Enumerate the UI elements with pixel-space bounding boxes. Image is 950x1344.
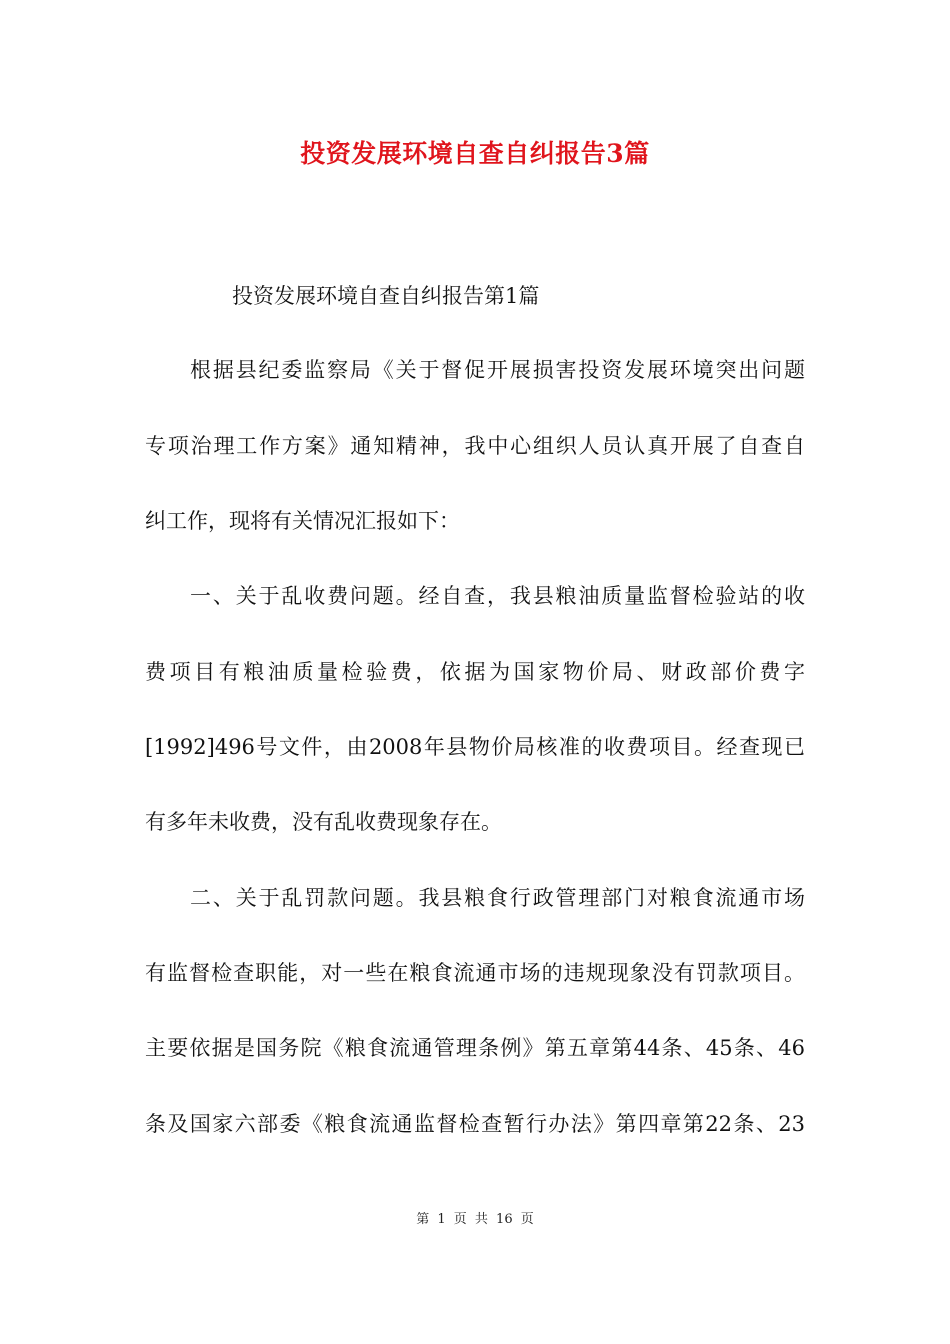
paragraph-line: 专项治理工作方案》通知精神，我中心组织人员认真开展了自查自	[145, 434, 805, 458]
paragraph-line: 条及国家六部委《粮食流通监督检查暂行办法》第四章第22条、23	[145, 1112, 805, 1136]
document-title: 投资发展环境自查自纠报告3篇	[300, 139, 650, 168]
paragraph-line: 有多年未收费，没有乱收费现象存在。	[145, 810, 502, 834]
paragraph-line: 费项目有粮油质量检验费，依据为国家物价局、财政部价费字	[145, 660, 805, 684]
paragraph-line: 根据县纪委监察局《关于督促开展损害投资发展环境突出问题	[190, 358, 805, 382]
paragraph-line: 有监督检查职能，对一些在粮食流通市场的违规现象没有罚款项目。	[145, 961, 805, 985]
paragraph-line: 主要依据是国务院《粮食流通管理条例》第五章第44条、45条、46	[145, 1036, 805, 1060]
paragraph-line: 纠工作，现将有关情况汇报如下：	[145, 509, 460, 533]
paragraph-line: [1992]496号文件，由2008年县物价局核准的收费项目。经查现已	[145, 735, 805, 759]
paragraph-line: 二、关于乱罚款问题。我县粮食行政管理部门对粮食流通市场	[190, 886, 805, 910]
section-subtitle: 投资发展环境自查自纠报告第1篇	[232, 284, 540, 308]
paragraph-line: 一、关于乱收费问题。经自查，我县粮油质量监督检验站的收	[190, 584, 805, 608]
page-number-footer: 第 1 页 共 16 页	[416, 1212, 534, 1227]
